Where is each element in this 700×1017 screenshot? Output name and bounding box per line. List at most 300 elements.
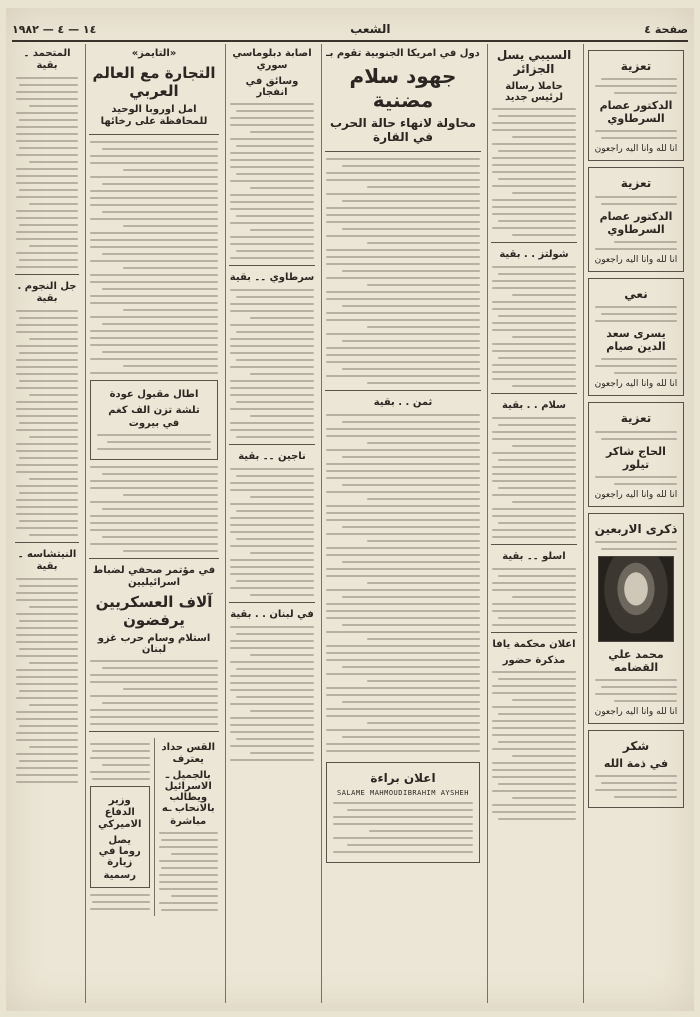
- obit-name: الدكتور عصام السرطاوي: [599, 209, 673, 236]
- text-line: [250, 552, 314, 554]
- text-line: [601, 137, 678, 139]
- text-line: [90, 302, 218, 304]
- text-line: [492, 706, 576, 708]
- text-line: [492, 185, 576, 187]
- text-line: [90, 501, 218, 503]
- headline: سلام . . بقية: [502, 399, 566, 411]
- text-line: [230, 489, 314, 491]
- text-line: [367, 722, 480, 724]
- text-line: [492, 322, 576, 324]
- text-line: [29, 203, 78, 205]
- text-line: [492, 769, 576, 771]
- text-line: [29, 606, 78, 608]
- obit-name: في ذمة الله: [603, 757, 669, 771]
- paper-name: الشعب: [350, 22, 391, 36]
- text-line: [601, 782, 678, 784]
- army-subhead: استلام وسام حرب غزو لبنان: [97, 633, 211, 655]
- text-line: [230, 661, 314, 663]
- text-line: [90, 372, 218, 374]
- text-line: [326, 743, 480, 745]
- text-line: [90, 239, 218, 241]
- left-feature-column: [85, 44, 222, 1003]
- text-line: [90, 723, 218, 725]
- text-line: [492, 164, 576, 166]
- text-line: [102, 351, 218, 353]
- text-line: [16, 154, 78, 156]
- text-line: [19, 520, 79, 522]
- text-line: [367, 326, 480, 328]
- text-line: [102, 508, 218, 510]
- text-line: [230, 482, 314, 484]
- text-line: [230, 324, 314, 326]
- text-line: [19, 259, 79, 261]
- text-line: [123, 169, 218, 171]
- text-line: [326, 512, 480, 514]
- text-line: [492, 610, 576, 612]
- text-line: [16, 387, 78, 389]
- divider: [491, 242, 577, 243]
- text-line: [512, 385, 576, 387]
- headline: شولتز . . بقية: [499, 248, 569, 260]
- text-line: [230, 503, 314, 505]
- text-line: [90, 487, 218, 489]
- text-line: [90, 295, 218, 297]
- text-line: [333, 851, 473, 853]
- text-line: [326, 179, 480, 181]
- text-line: [492, 480, 576, 482]
- text-line: [19, 147, 79, 149]
- text-line: [492, 685, 576, 687]
- text-line: [90, 894, 150, 896]
- text-line: [601, 358, 678, 360]
- text-line: [342, 484, 480, 486]
- text-line: [16, 112, 78, 114]
- text-line: [19, 457, 79, 459]
- text-line: [29, 746, 78, 748]
- text-line: [342, 340, 480, 342]
- text-line: [492, 171, 576, 173]
- text-line: [230, 531, 314, 533]
- text-line: [512, 501, 576, 503]
- text-line: [230, 208, 314, 210]
- text-line: [236, 250, 314, 252]
- text-line: [90, 757, 150, 759]
- portrait-photo: [598, 556, 674, 642]
- text-line: [326, 375, 480, 377]
- text-line: [250, 131, 314, 133]
- subheadline: وسائق في انفجار: [245, 76, 299, 98]
- divider: [15, 274, 79, 275]
- text-line: [342, 666, 480, 668]
- text-line: [16, 739, 78, 741]
- text-line: [16, 415, 78, 417]
- text-line: [367, 442, 480, 444]
- text-line: [492, 371, 576, 373]
- text-line: [326, 568, 480, 570]
- text-line: [230, 243, 314, 245]
- text-line: [230, 717, 314, 719]
- text-line: [492, 466, 576, 468]
- text-line: [498, 678, 576, 680]
- text-line: [19, 352, 79, 354]
- text-line: [250, 317, 314, 319]
- text-line: [90, 316, 218, 318]
- text-line: [326, 221, 480, 223]
- text-line: [492, 671, 576, 673]
- text-line: [326, 333, 480, 335]
- text-line: [342, 456, 480, 458]
- text-line: [512, 699, 576, 701]
- text-line: [230, 422, 314, 424]
- text-line: [16, 471, 78, 473]
- divider: [229, 265, 315, 266]
- obit-title: ذكرى الاربعين: [594, 521, 678, 536]
- text-line: [614, 700, 677, 702]
- headline: وزير الدفاع الاميركي: [98, 795, 142, 830]
- text-line: [171, 895, 218, 897]
- text-line: [236, 401, 314, 403]
- text-line: [16, 676, 78, 678]
- text-line: [498, 424, 576, 426]
- text-line: [236, 510, 314, 512]
- text-line: [492, 748, 576, 750]
- divider: [491, 393, 577, 394]
- text-line: [16, 429, 78, 431]
- text-line: [230, 138, 314, 140]
- text-line: [492, 762, 576, 764]
- text-line: [230, 338, 314, 340]
- text-line: [230, 524, 314, 526]
- text-line: [326, 298, 480, 300]
- text-line: [90, 529, 218, 531]
- text-line: [250, 187, 314, 189]
- text-line: [595, 431, 677, 433]
- text-line: [326, 312, 480, 314]
- page-label: صفحة ٤: [644, 22, 688, 36]
- text-line: [230, 468, 314, 470]
- text-line: [102, 536, 218, 538]
- text-line: [492, 536, 576, 538]
- text-line: [16, 210, 78, 212]
- text-line: [326, 603, 480, 605]
- obit-tail: انا لله وانا اليه راجعون: [594, 144, 678, 155]
- text-line: [123, 550, 218, 552]
- headline: سرطاوي ۔۔ بقية: [229, 272, 315, 283]
- text-line: [16, 182, 78, 184]
- far-left-column: [12, 44, 82, 1003]
- text-line: [326, 505, 480, 507]
- text-line: [16, 578, 78, 580]
- text-line: [90, 246, 218, 248]
- text-line: [19, 760, 79, 762]
- text-line: [492, 603, 576, 605]
- text-line: [326, 645, 480, 647]
- text-line: [236, 359, 314, 361]
- obit-box: [588, 730, 684, 808]
- text-line: [102, 288, 218, 290]
- divider: [229, 602, 315, 603]
- text-line: [595, 789, 677, 791]
- text-line: [492, 129, 576, 131]
- text-line: [236, 436, 314, 438]
- obit-box: [588, 167, 684, 271]
- text-line: [492, 452, 576, 454]
- text-line: [230, 236, 314, 238]
- text-line: [492, 378, 576, 380]
- text-line: [498, 741, 576, 743]
- text-line: [333, 823, 473, 825]
- text-line: [16, 310, 78, 312]
- divider: [491, 544, 577, 545]
- notice-latin-name: SALAME MAHMOUDIBRAHIM AYSHEH: [336, 789, 469, 798]
- text-line: [236, 296, 314, 298]
- text-line: [16, 627, 78, 629]
- text-line: [16, 485, 78, 487]
- text-line: [16, 697, 78, 699]
- text-line: [326, 470, 480, 472]
- text-line: [614, 241, 677, 243]
- army-headline: آلاف العسكريين يرفضون: [95, 593, 213, 629]
- text-line: [16, 641, 78, 643]
- text-line: [250, 654, 314, 656]
- text-line: [16, 359, 78, 361]
- text-line: [492, 417, 576, 419]
- text-line: [230, 303, 314, 305]
- obit-box: [588, 513, 684, 724]
- text-line: [16, 373, 78, 375]
- text-line: [16, 231, 78, 233]
- text-line: [90, 155, 218, 157]
- text-line: [498, 273, 576, 275]
- column-mid: [225, 44, 318, 1003]
- text-line: [90, 681, 218, 683]
- text-line: [16, 655, 78, 657]
- box-subhead: تلشة تزن الف كغم: [108, 405, 200, 416]
- text-line: [29, 394, 78, 396]
- text-line: [230, 194, 314, 196]
- text-line: [326, 589, 480, 591]
- text-line: [90, 515, 218, 517]
- subheadline: رسمية: [103, 870, 136, 881]
- text-line: [102, 148, 218, 150]
- text-line: [595, 85, 677, 87]
- text-line: [498, 783, 576, 785]
- text-line: [326, 428, 480, 430]
- text-line: [90, 660, 218, 662]
- text-line: [90, 543, 218, 545]
- text-line: [326, 235, 480, 237]
- obit-name: الحاج شاكر تيلور: [606, 444, 666, 471]
- text-line: [492, 329, 576, 331]
- text-line: [492, 692, 576, 694]
- text-line: [367, 242, 480, 244]
- text-line: [90, 695, 218, 697]
- text-line: [595, 541, 677, 543]
- text-line: [230, 429, 314, 431]
- text-line: [614, 483, 677, 485]
- text-line: [230, 345, 314, 347]
- text-line: [236, 738, 314, 740]
- text-line: [236, 696, 314, 698]
- text-line: [326, 172, 480, 174]
- text-line: [230, 573, 314, 575]
- text-line: [161, 839, 218, 841]
- text-line: [29, 161, 78, 163]
- acquittal-notice: [326, 762, 480, 863]
- text-line: [342, 200, 480, 202]
- times-kicker: «التايمز»: [131, 48, 177, 59]
- text-line: [367, 498, 480, 500]
- text-line: [326, 750, 480, 752]
- text-line: [250, 594, 314, 596]
- text-line: [595, 775, 677, 777]
- obit-name: محمد علي القضامه: [608, 647, 664, 674]
- text-line: [97, 448, 211, 450]
- text-line: [102, 702, 218, 704]
- text-line: [230, 166, 314, 168]
- text-line: [326, 533, 480, 535]
- text-line: [16, 140, 78, 142]
- text-line: [16, 126, 78, 128]
- text-line: [230, 647, 314, 649]
- text-line: [492, 529, 576, 531]
- text-line: [492, 582, 576, 584]
- divider: [89, 731, 219, 732]
- text-line: [16, 266, 78, 268]
- text-line: [90, 281, 218, 283]
- text-line: [236, 633, 314, 635]
- obit-title: تعزية: [620, 59, 652, 73]
- subheadline: بالجميل ـ الاسرائيل ويطالب بالانحاب ـه: [161, 770, 215, 814]
- text-line: [498, 522, 576, 524]
- text-line: [230, 152, 314, 154]
- text-line: [230, 682, 314, 684]
- main-story-column: [321, 44, 484, 1003]
- text-line: [90, 218, 218, 220]
- text-line: [492, 206, 576, 208]
- text-line: [19, 380, 79, 382]
- text-line: [492, 734, 576, 736]
- text-line: [16, 499, 78, 501]
- text-line: [326, 659, 480, 661]
- text-line: [230, 366, 314, 368]
- text-line: [492, 776, 576, 778]
- subheadline: حاملا رسالة لرئيس جديد: [505, 80, 563, 103]
- text-line: [512, 294, 576, 296]
- text-line: [250, 710, 314, 712]
- text-line: [342, 270, 480, 272]
- text-line: [102, 211, 218, 213]
- obit-tail: انا لله وانا اليه راجعون: [594, 706, 678, 717]
- text-line: [16, 464, 78, 466]
- text-line: [161, 909, 218, 911]
- text-line: [90, 709, 218, 711]
- text-line: [230, 124, 314, 126]
- obit-title: تعزية: [620, 411, 652, 426]
- text-line: [367, 582, 480, 584]
- text-line: [159, 902, 219, 904]
- text-line: [159, 874, 219, 876]
- text-line: [614, 372, 677, 374]
- text-line: [230, 159, 314, 161]
- text-line: [123, 365, 218, 367]
- text-line: [16, 217, 78, 219]
- text-line: [333, 837, 473, 839]
- text-line: [123, 494, 218, 496]
- text-line: [367, 638, 480, 640]
- text-line: [230, 310, 314, 312]
- obituaries-column: [583, 44, 688, 1003]
- text-line: [367, 680, 480, 682]
- box-tail: في بيروت: [128, 418, 180, 429]
- text-line: [498, 617, 576, 619]
- text-line: [601, 438, 678, 440]
- text-line: [16, 98, 78, 100]
- text-line: [595, 320, 677, 322]
- text-line: [492, 350, 576, 352]
- text-line: [492, 438, 576, 440]
- subheadline: مباشرة: [170, 816, 207, 827]
- text-line: [326, 319, 480, 321]
- text-line: [326, 715, 480, 717]
- text-line: [230, 566, 314, 568]
- text-line: [614, 796, 677, 798]
- text-line: [19, 189, 79, 191]
- text-line: [595, 196, 677, 198]
- text-line: [595, 306, 677, 308]
- text-line: [16, 634, 78, 636]
- text-line: [326, 575, 480, 577]
- text-line: [326, 158, 480, 160]
- obit-name: يسرى سعد الدين صيام: [606, 327, 666, 354]
- text-line: [326, 435, 480, 437]
- text-line: [19, 224, 79, 226]
- text-line: [29, 534, 78, 536]
- text-line: [326, 694, 480, 696]
- text-line: [342, 228, 480, 230]
- text-line: [601, 686, 678, 688]
- text-line: [90, 232, 218, 234]
- text-line: [595, 248, 677, 250]
- headline: ناجين ۔۔ بقية: [238, 451, 306, 462]
- text-line: [512, 797, 576, 799]
- text-line: [498, 357, 576, 359]
- text-line: [16, 168, 78, 170]
- text-line: [16, 753, 78, 755]
- text-line: [492, 508, 576, 510]
- text-line: [326, 610, 480, 612]
- text-line: [16, 366, 78, 368]
- text-line: [236, 538, 314, 540]
- text-line: [498, 575, 576, 577]
- text-line: [498, 459, 576, 461]
- text-line: [601, 548, 678, 550]
- text-line: [601, 78, 678, 80]
- text-line: [326, 277, 480, 279]
- text-line: [492, 301, 576, 303]
- text-line: [16, 401, 78, 403]
- text-line: [16, 238, 78, 240]
- text-line: [16, 91, 78, 93]
- text-line: [367, 382, 480, 384]
- text-line: [595, 679, 677, 681]
- text-line: [19, 84, 79, 86]
- text-line: [123, 267, 218, 269]
- text-line: [19, 492, 79, 494]
- main-subhead: محاولة لانهاء حالة الحرب في القارة: [329, 116, 477, 145]
- text-line: [492, 213, 576, 215]
- divider: [491, 632, 577, 633]
